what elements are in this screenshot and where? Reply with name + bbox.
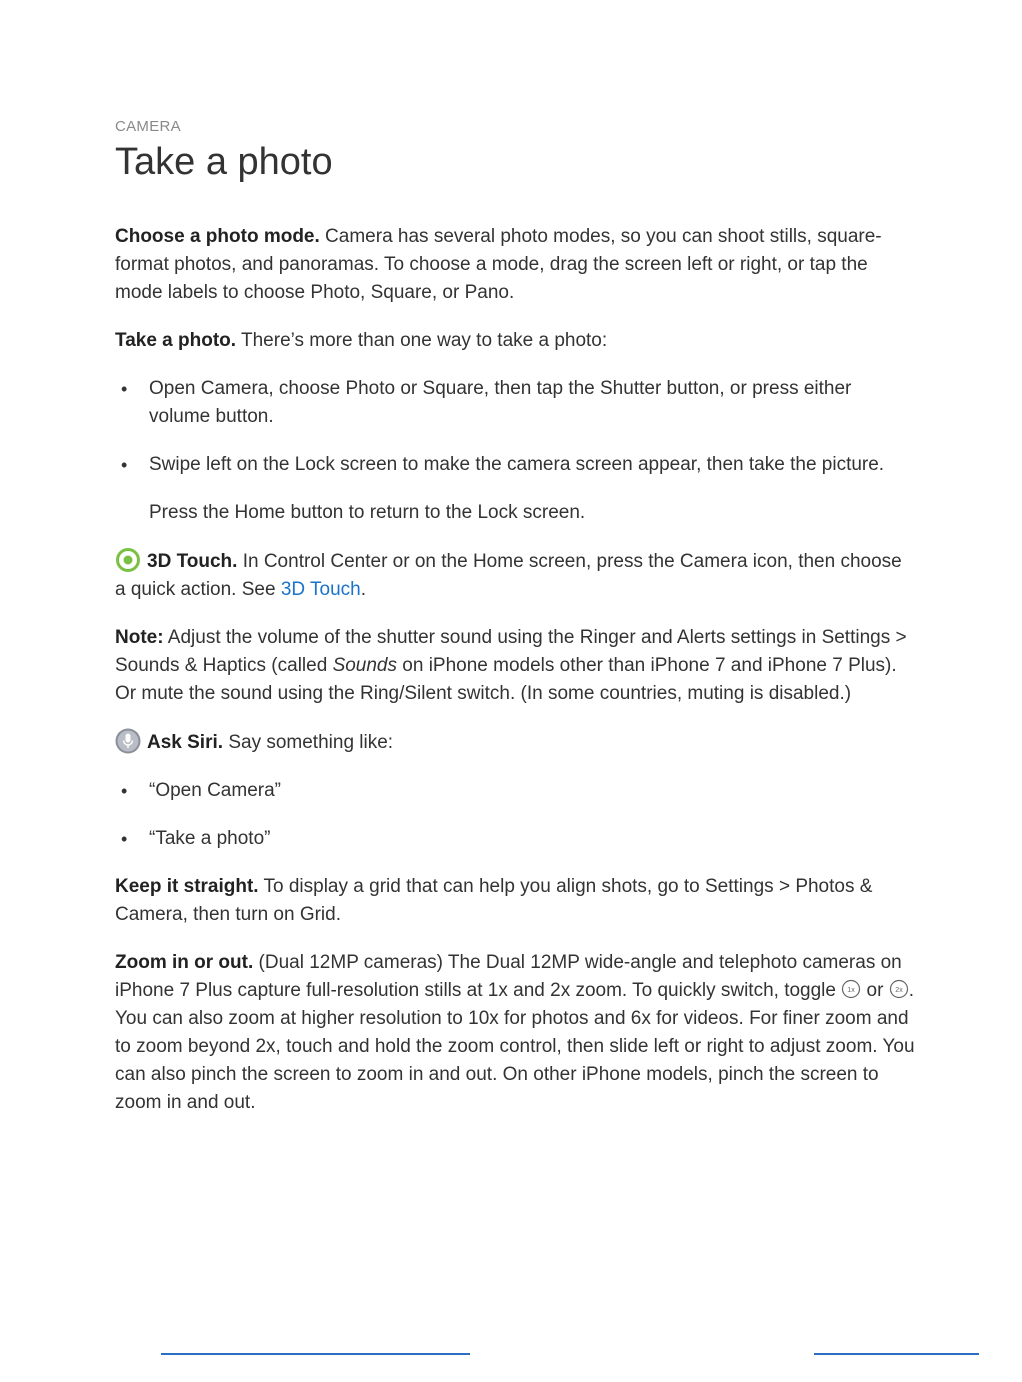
footer-link-underline-left[interactable] (161, 1353, 470, 1355)
lead-take-photo: Take a photo. (115, 329, 237, 351)
section-label: CAMERA (115, 118, 181, 135)
page-content (115, 118, 915, 1137)
text-3d-touch-end: . (360, 578, 367, 600)
paragraph-3d-touch (115, 547, 915, 604)
text-siri: Say something like: (223, 731, 394, 753)
paragraph-photo-mode (115, 223, 915, 307)
lead-siri: Ask Siri. (147, 731, 224, 753)
zoom-1x-label: 1x (847, 986, 855, 994)
siri-icon (115, 728, 141, 754)
list-item: • “Take a photo” (115, 825, 915, 853)
text-zoom-2: . You can also zoom at higher resolution to 10x for photos and 6x for videos. For finer zoom and to zoom beyond 2x, touch and hold the zoom control, then slide left or right to adjust zoom. You can also pinch the screen to zoom in and out. On other iPhone models, pinch the screen to zoom in and out. (115, 979, 915, 1113)
zoom-2x-label: 2x (895, 986, 903, 994)
lead-keep-straight: Keep it straight. (115, 875, 259, 897)
zoom-2x-icon (889, 979, 909, 999)
paragraph-siri (115, 728, 915, 757)
text-note-1: Adjust the volume of the shutter sound using the Ringer and Alerts settings in Settings > Sounds & Haptics (called (115, 626, 907, 676)
lead-3d-touch: 3D Touch. (147, 550, 238, 572)
text-keep-straight: To display a grid that can help you align shots, go to Settings > Photos & Camera, then turn on Grid. (115, 875, 873, 925)
text-photo-mode: Camera has several photo modes, so you can shoot stills, square-format photos, and panoramas. To choose a mode, drag the screen left or right, or tap the mode labels to choose Photo, Square, or Pano. (115, 225, 882, 303)
home-button-note: Press the Home button to return to the Lock screen. (149, 501, 586, 523)
paragraph-note (115, 624, 915, 708)
lead-photo-mode: Choose a photo mode. (115, 225, 320, 247)
footer-link-underline-right[interactable] (814, 1353, 979, 1355)
lead-zoom: Zoom in or out. (115, 951, 254, 973)
lead-note: Note: (115, 626, 164, 648)
take-photo-list (115, 375, 915, 479)
text-note-2: on iPhone models other than iPhone 7 and iPhone 7 Plus). Or mute the sound using the Ring/Silent switch. (In some countries, muting is disabled.) (115, 654, 897, 704)
text-zoom-or: or (861, 979, 889, 1001)
text-3d-touch: In Control Center or on the Home screen, press the Camera icon, then choose a quick action. See (115, 550, 902, 600)
list-item: • Open Camera, choose Photo or Square, then tap the Shutter button, or press either volume button. (115, 375, 915, 431)
paragraph-take-photo (115, 327, 915, 355)
zoom-1x-icon (841, 979, 861, 999)
siri-phrase-list (115, 777, 915, 853)
paragraph-keep-straight (115, 873, 915, 929)
list-item: • Swipe left on the Lock screen to make the camera screen appear, then take the picture. (115, 451, 915, 479)
list-item: • “Open Camera” (115, 777, 915, 805)
3d-touch-link[interactable]: 3D Touch (280, 578, 361, 600)
page-title: Take a photo (115, 141, 333, 183)
paragraph-zoom (115, 949, 915, 1117)
text-note-italic: Sounds (332, 654, 398, 676)
text-take-photo: There’s more than one way to take a photo: (236, 329, 608, 351)
3d-touch-icon (115, 547, 141, 573)
text-zoom-1: (Dual 12MP cameras) The Dual 12MP wide-angle and telephoto cameras on iPhone 7 Plus capture full-resolution stills at 1x and 2x zoom. To quickly switch, toggle (115, 951, 902, 1001)
